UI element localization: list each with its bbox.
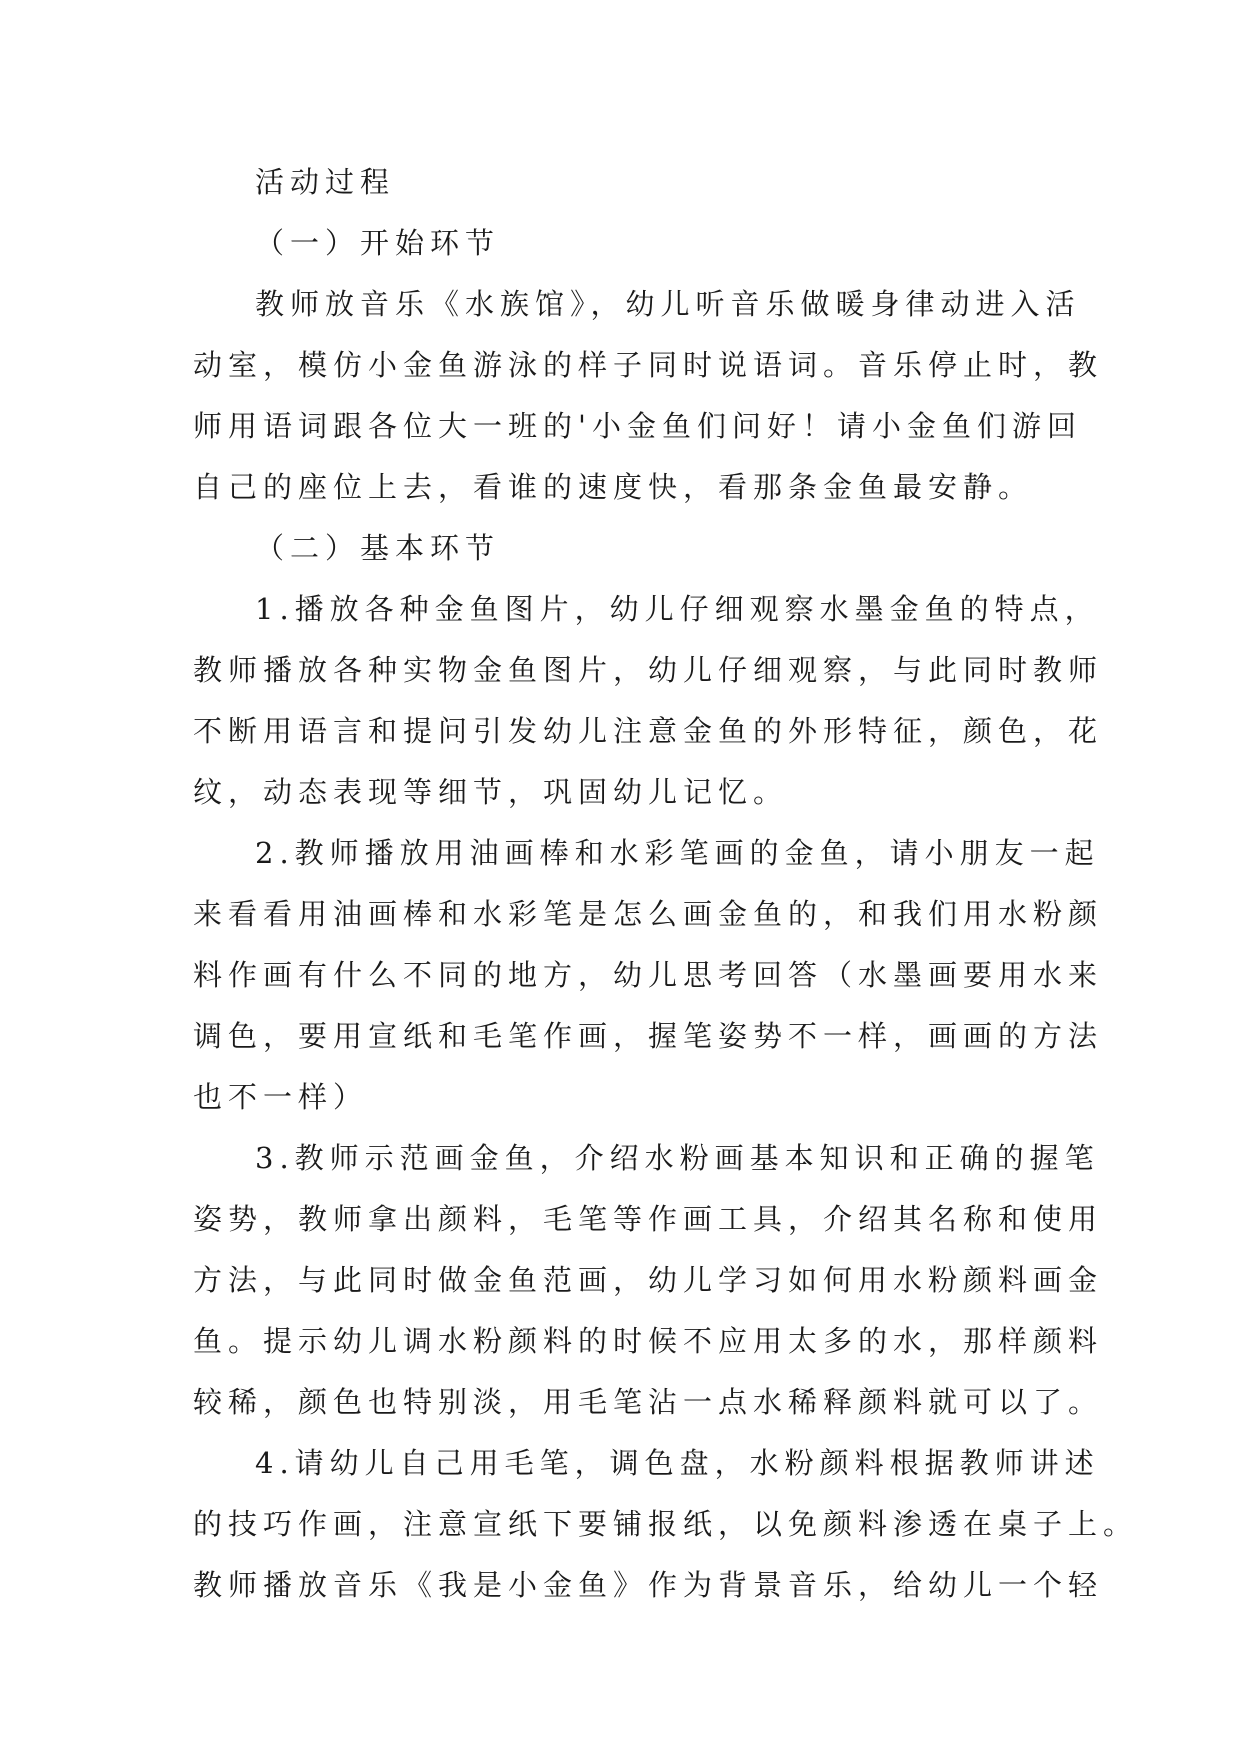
document-body	[193, 152, 1139, 1616]
section-heading: 活动过程	[255, 165, 396, 199]
paragraph-line: 调色，要用宣纸和毛笔作画，握笔姿势不一样，画画的方法	[193, 1019, 1104, 1053]
paragraph-line: 教师放音乐《水族馆》，幼儿听音乐做暖身律动进入活	[255, 287, 1081, 321]
paragraph-line: 不断用语言和提问引发幼儿注意金鱼的外形特征，颜色，花	[193, 714, 1104, 748]
paragraph-line: 教师播放音乐《我是小金鱼》作为背景音乐，给幼儿一个轻	[193, 1568, 1104, 1602]
paragraph-line: 自己的座位上去，看谁的速度快，看那条金鱼最安静。	[193, 470, 1034, 504]
paragraph-line: 1.播放各种金鱼图片，幼儿仔细观察水墨金鱼的特点，	[255, 592, 1100, 626]
paragraph-line: 来看看用油画棒和水彩笔是怎么画金鱼的，和我们用水粉颜	[193, 897, 1104, 931]
paragraph-line: 姿势，教师拿出颜料，毛笔等作画工具，介绍其名称和使用	[193, 1202, 1104, 1236]
paragraph-line: 4.请幼儿自己用毛笔，调色盘，水粉颜料根据教师讲述	[255, 1446, 1100, 1480]
paragraph-line: 3.教师示范画金鱼，介绍水粉画基本知识和正确的握笔	[255, 1141, 1100, 1175]
paragraph-line: 师用语词跟各位大一班的'小金鱼们问好！请小金鱼们游回	[193, 409, 1082, 443]
paragraph-line: 也不一样）	[193, 1080, 369, 1114]
paragraph-line: 2.教师播放用油画棒和水彩笔画的金鱼，请小朋友一起	[255, 836, 1100, 870]
subsection-heading: （二）基本环节	[255, 531, 501, 565]
subsection-heading: （一）开始环节	[255, 226, 501, 260]
paragraph-line: 方法，与此同时做金鱼范画，幼儿学习如何用水粉颜料画金	[193, 1263, 1104, 1297]
paragraph-line: 料作画有什么不同的地方，幼儿思考回答（水墨画要用水来	[193, 958, 1104, 992]
paragraph-line: 鱼。提示幼儿调水粉颜料的时候不应用太多的水，那样颜料	[193, 1324, 1104, 1358]
paragraph-line: 教师播放各种实物金鱼图片，幼儿仔细观察，与此同时教师	[193, 653, 1104, 687]
paragraph-line: 的技巧作画，注意宣纸下要铺报纸，以免颜料渗透在桌子上。	[193, 1507, 1139, 1541]
paragraph-line: 较稀，颜色也特别淡，用毛笔沾一点水稀释颜料就可以了。	[193, 1385, 1104, 1419]
paragraph-line: 纹，动态表现等细节，巩固幼儿记忆。	[193, 775, 789, 809]
paragraph-line: 动室，模仿小金鱼游泳的样子同时说语词。音乐停止时，教	[193, 348, 1104, 382]
